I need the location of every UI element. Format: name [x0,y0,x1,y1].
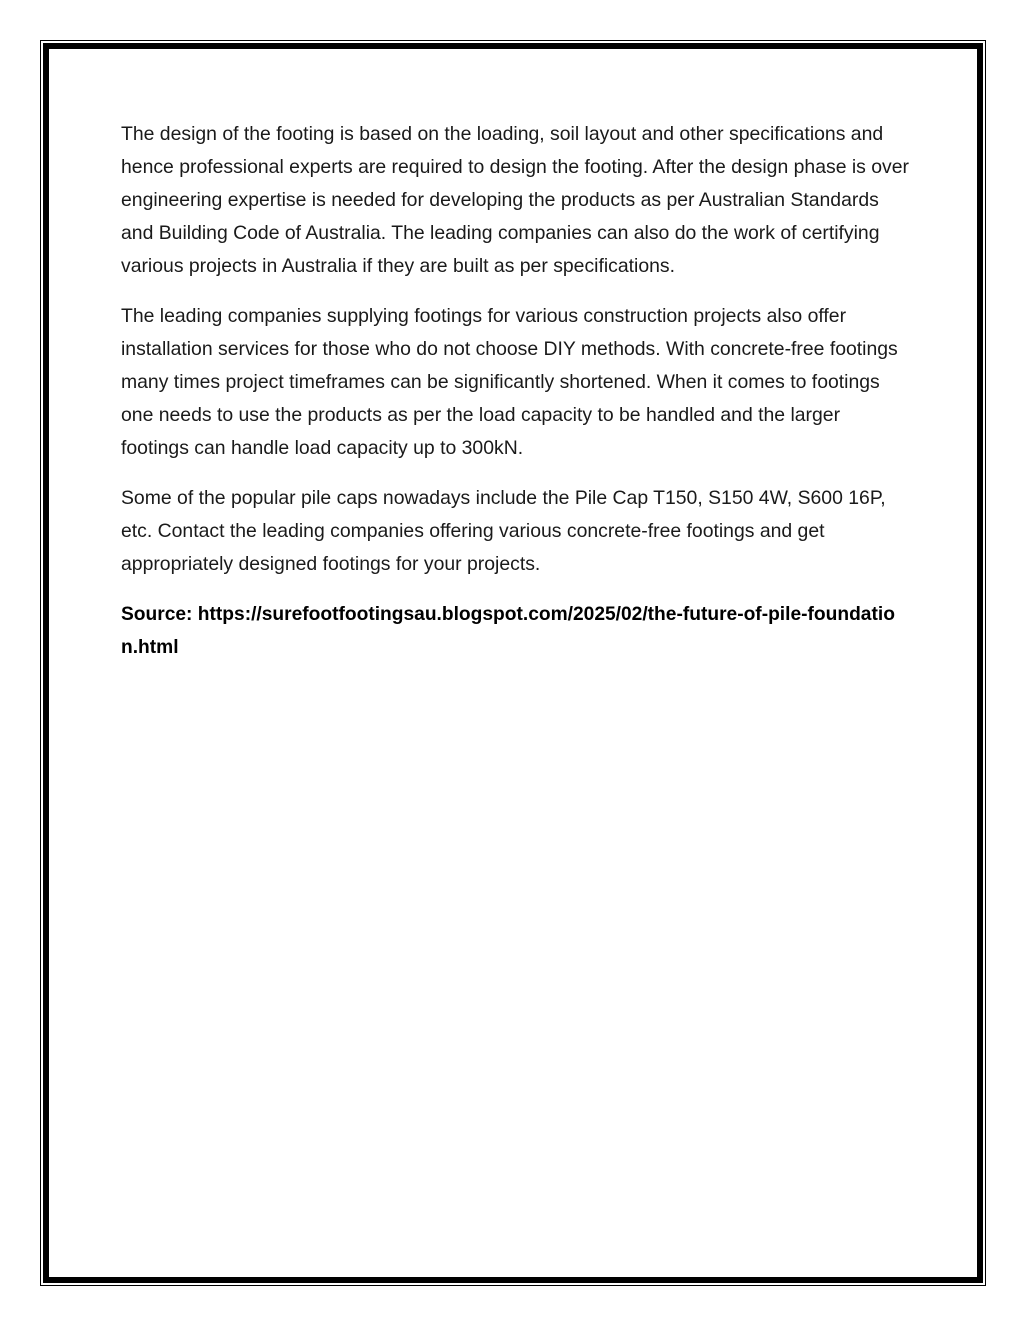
paragraph-pile-caps: Some of the popular pile caps nowadays include the Pile Cap T150, S150 4W, S600 16P, etc. Contact the leading companies offering various concrete-free footings and get appropriately designed footings for your projects. [121,487,886,575]
paragraph-footing-design: The design of the footing is based on the loading, soil layout and other specifications and hence professional experts are required to design the footing. After the design phase is over engineering expertise is needed for developing the products as per Australian Standards and Building Code of Australia. The leading companies can also do the work of certifying various projects in Australia if they are built as per specifications. [121,123,909,277]
source-label: Source: [121,604,193,625]
document-body [121,118,911,681]
source-line [121,598,911,664]
source-link[interactable]: https://surefootfootingsau.blogspot.com/2025/02/the-future-of-pile-foundation.html [121,604,895,658]
paragraph-installation-services: The leading companies supplying footings for various construction projects also offer installation services for those who do not choose DIY methods. With concrete-free footings many times project timeframes can be significantly shortened. When it comes to footings one needs to use the products as per the load capacity to be handled and the larger footings can handle load capacity up to 300kN. [121,305,898,459]
